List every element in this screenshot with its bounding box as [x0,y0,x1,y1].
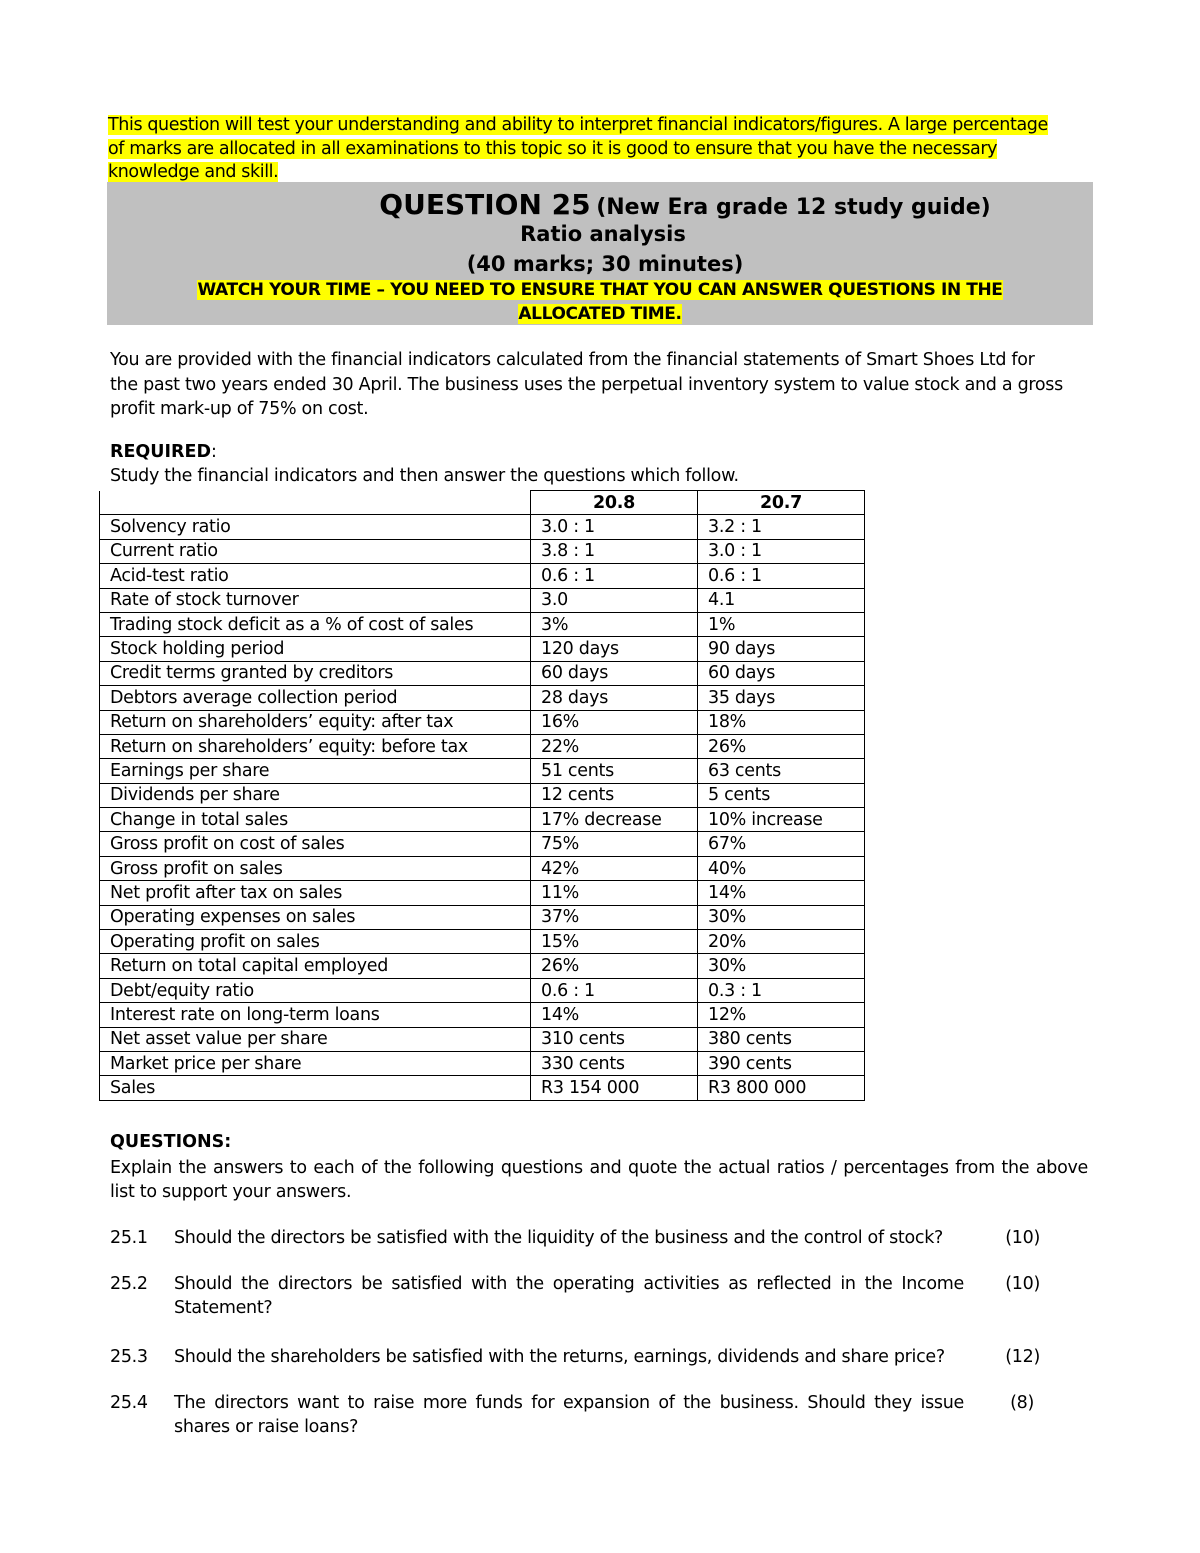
value-20-8-cell: 28 days [531,686,698,710]
question-header-box [107,182,1093,325]
question-topic: Ratio analysis [520,222,686,246]
financial-indicators-table [99,490,865,1101]
value-20-7-cell: 63 cents [698,759,865,783]
required-heading [110,442,217,462]
value-20-8-cell: 330 cents [531,1051,698,1075]
table-row [100,661,865,685]
table-row [100,539,865,563]
table-row [100,881,865,905]
table-row [100,856,865,880]
questions-heading: QUESTIONS: [110,1132,232,1152]
value-20-8-cell: 310 cents [531,1027,698,1051]
question-number: QUESTION 25 [379,188,591,221]
table-row [100,734,865,758]
value-20-7-cell: 0.3 : 1 [698,978,865,1002]
indicator-name-cell: Net asset value per share [100,1027,531,1051]
indicator-name-cell: Return on shareholders’ equity: after tax [100,710,531,734]
table-row [100,1076,865,1100]
value-20-8-cell: 17% decrease [531,808,698,832]
question-item-25-3 [110,1345,1040,1369]
table-row [100,1003,865,1027]
value-20-7-cell: 3.2 : 1 [698,515,865,539]
value-20-8-cell: 42% [531,856,698,880]
value-20-8-cell: 11% [531,881,698,905]
value-20-7-cell: 67% [698,832,865,856]
question-source: (New Era grade 12 study guide) [596,195,991,220]
value-20-7-cell: 10% increase [698,808,865,832]
value-20-7-cell: 1% [698,612,865,636]
header-year-20-8: 20.8 [531,491,698,515]
indicator-name-cell: Sales [100,1076,531,1100]
indicator-name-cell: Return on shareholders’ equity: before tax [100,734,531,758]
question-item-marks: (8) [1010,1393,1034,1413]
indicator-name-cell: Debtors average collection period [100,686,531,710]
question-item-25-2 [110,1272,1040,1320]
indicator-name-cell: Change in total sales [100,808,531,832]
indicator-name-cell: Earnings per share [100,759,531,783]
question-item-number: 25.2 [110,1274,148,1294]
value-20-7-cell: 60 days [698,661,865,685]
value-20-8-cell: 0.6 : 1 [531,564,698,588]
question-title [107,188,1093,221]
question-item-marks: (10) [1005,1274,1040,1294]
context-line-1: You are provided with the financial indicators calculated from the financial statements of Smart Shoes Ltd for [110,350,1035,370]
indicator-name-cell: Credit terms granted by creditors [100,661,531,685]
indicator-name-cell: Dividends per share [100,783,531,807]
value-20-7-cell: 0.6 : 1 [698,564,865,588]
question-marks: (40 marks; 30 minutes) [466,252,744,276]
table-row [100,930,865,954]
value-20-7-cell: R3 800 000 [698,1076,865,1100]
intro-line-2: of marks are allocated in all examinations to this topic so it is good to ensure that you have the necessary [108,138,998,159]
value-20-7-cell: 30% [698,905,865,929]
value-20-7-cell: 40% [698,856,865,880]
table-row [100,564,865,588]
table-body [100,515,865,1100]
question-item-text: Should the directors be satisfied with the liquidity of the business and the control of stock? [174,1228,944,1248]
intro-paragraph [108,114,1092,185]
question-item-25-4 [110,1391,1040,1439]
value-20-8-cell: 12 cents [531,783,698,807]
value-20-8-cell: 14% [531,1003,698,1027]
table-row [100,637,865,661]
value-20-7-cell: 90 days [698,637,865,661]
header-year-20-7: 20.7 [698,491,865,515]
indicator-name-cell: Return on total capital employed [100,954,531,978]
indicator-name-cell: Operating profit on sales [100,930,531,954]
table-row [100,1051,865,1075]
table-row [100,759,865,783]
value-20-8-cell: 51 cents [531,759,698,783]
value-20-7-cell: 5 cents [698,783,865,807]
indicator-name-cell: Net profit after tax on sales [100,881,531,905]
value-20-7-cell: 14% [698,881,865,905]
intro-line-1: This question will test your understanding and ability to interpret financial indicators/figures. A large percentage [108,115,1048,135]
value-20-8-cell: 3.8 : 1 [531,539,698,563]
value-20-7-cell: 12% [698,1003,865,1027]
required-instruction: Study the financial indicators and then answer the questions which follow. [110,466,739,486]
indicator-name-cell: Debt/equity ratio [100,978,531,1002]
value-20-8-cell: 3.0 : 1 [531,515,698,539]
value-20-7-cell: 18% [698,710,865,734]
value-20-8-cell: 22% [531,734,698,758]
indicator-name-cell: Market price per share [100,1051,531,1075]
table-row [100,612,865,636]
table-row [100,588,865,612]
value-20-7-cell: 35 days [698,686,865,710]
value-20-8-cell: 3.0 [531,588,698,612]
context-line-3: profit mark-up of 75% on cost. [110,399,369,419]
table-row [100,783,865,807]
indicator-name-cell: Gross profit on cost of sales [100,832,531,856]
value-20-7-cell: 4.1 [698,588,865,612]
indicator-name-cell: Rate of stock turnover [100,588,531,612]
indicator-name-cell: Operating expenses on sales [100,905,531,929]
value-20-7-cell: 26% [698,734,865,758]
table-row [100,1027,865,1051]
indicator-name-cell: Trading stock deficit as a % of cost of sales [100,612,531,636]
table-row [100,515,865,539]
value-20-7-cell: 380 cents [698,1027,865,1051]
time-warning [107,278,1093,326]
table-row [100,710,865,734]
required-colon: : [210,442,217,462]
question-item-marks: (12) [1005,1347,1040,1367]
indicator-name-cell: Current ratio [100,539,531,563]
question-item-text: Should the directors be satisfied with the operating activities as reflected in the Income Statement? [174,1274,964,1318]
table-row [100,832,865,856]
table-row [100,808,865,832]
intro-line-3: knowledge and skill. [108,162,279,182]
questions-instruction: Explain the answers to each of the following questions and quote the actual ratios / percentages from the above list to support your answers. [110,1158,1088,1202]
question-item-25-1 [110,1226,1040,1250]
context-paragraph [110,348,1090,422]
value-20-8-cell: 0.6 : 1 [531,978,698,1002]
value-20-8-cell: 26% [531,954,698,978]
question-item-number: 25.3 [110,1347,148,1367]
header-blank-cell [100,491,531,515]
indicator-name-cell: Interest rate on long-term loans [100,1003,531,1027]
value-20-8-cell: 16% [531,710,698,734]
value-20-8-cell: 3% [531,612,698,636]
table-row [100,686,865,710]
question-item-text: The directors want to raise more funds for expansion of the business. Should they issue shares or raise loans? [174,1393,964,1437]
value-20-7-cell: 3.0 : 1 [698,539,865,563]
value-20-8-cell: 37% [531,905,698,929]
context-line-2: the past two years ended 30 April. The business uses the perpetual inventory system to value stock and a gross [110,374,1063,395]
value-20-8-cell: 120 days [531,637,698,661]
question-item-number: 25.4 [110,1393,148,1413]
indicator-name-cell: Solvency ratio [100,515,531,539]
table-row [100,978,865,1002]
value-20-8-cell: 75% [531,832,698,856]
table-row [100,954,865,978]
value-20-7-cell: 30% [698,954,865,978]
time-warning-line-2: ALLOCATED TIME. [518,304,682,324]
question-item-number: 25.1 [110,1228,148,1248]
question-item-marks: (10) [1005,1228,1040,1248]
value-20-7-cell: 20% [698,930,865,954]
value-20-7-cell: 390 cents [698,1051,865,1075]
question-item-text: Should the shareholders be satisfied with the returns, earnings, dividends and share price? [174,1347,945,1367]
value-20-8-cell: 15% [531,930,698,954]
indicator-name-cell: Stock holding period [100,637,531,661]
table-row [100,905,865,929]
value-20-8-cell: 60 days [531,661,698,685]
time-warning-line-1: WATCH YOUR TIME – YOU NEED TO ENSURE THAT YOU CAN ANSWER QUESTIONS IN THE [197,280,1003,300]
table-header-row [100,491,865,515]
indicator-name-cell: Acid-test ratio [100,564,531,588]
indicator-name-cell: Gross profit on sales [100,856,531,880]
value-20-8-cell: R3 154 000 [531,1076,698,1100]
required-label: REQUIRED [110,442,211,462]
